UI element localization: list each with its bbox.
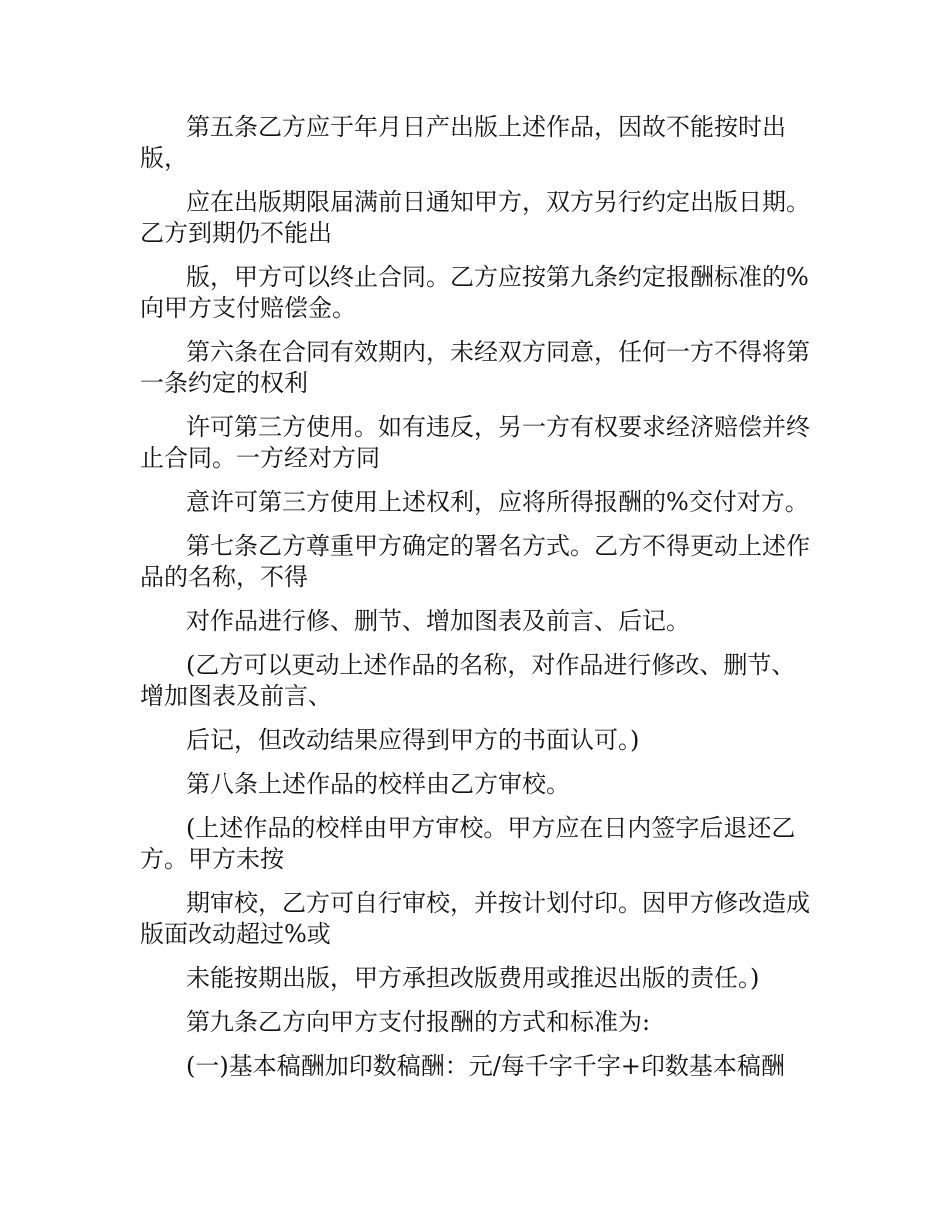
paragraph-article-6-payment: 意许可第三方使用上述权利，应将所得报酬的%交付对方。 [186,488,809,516]
paragraph-article-5-compensation: 版，甲方可以终止合同。乙方应按第九条约定报酬标准的%向甲方支付赔偿金。 [140,263,809,322]
paragraph-article-8-intro: 第八条上述作品的校样由乙方审校。 [186,770,570,798]
paragraph-article-7-alt-intro: (乙方可以更动上述作品的名称，对作品进行修改、删节、增加图表及前言、 [140,651,796,710]
paragraph-article-8-alt-review: 期审校，乙方可自行审校，并按计划付印。因甲方修改造成版面改动超过%或 [140,889,810,948]
paragraph-article-6-intro: 第六条在合同有效期内，未经双方同意，任何一方不得将第一条约定的权利 [140,338,810,397]
paragraph-article-6-violation: 许可第三方使用。如有违反，另一方有权要求经济赔偿并终止合同。一方经对方同 [140,413,810,472]
paragraph-article-9-intro: 第九条乙方向甲方支付报酬的方式和标准为: [186,1008,651,1036]
document-body [140,112,812,1095]
paragraph-article-5-notice: 应在出版期限届满前日通知甲方，双方另行约定出版日期。乙方到期仍不能出 [140,188,810,247]
paragraph-article-7-intro: 第七条乙方尊重甲方确定的署名方式。乙方不得更动上述作品的名称，不得 [140,532,810,591]
paragraph-article-8-alt-liability: 未能按期出版，甲方承担改版费用或推迟出版的责任。) [186,964,760,992]
paragraph-article-9-item-1: (一)基本稿酬加印数稿酬：元/每千字千字+印数基本稿酬 [186,1052,785,1080]
paragraph-article-7-edits: 对作品进行修、删节、增加图表及前言、后记。 [186,607,690,635]
paragraph-article-8-alt-intro: (上述作品的校样由甲方审校。甲方应在日内签字后退还乙方。甲方未按 [140,814,796,873]
paragraph-article-7-alt-approval: 后记，但改动结果应得到甲方的书面认可。) [186,726,640,754]
paragraph-article-5-intro: 第五条乙方应于年月日产出版上述作品，因故不能按时出版， [140,113,786,172]
